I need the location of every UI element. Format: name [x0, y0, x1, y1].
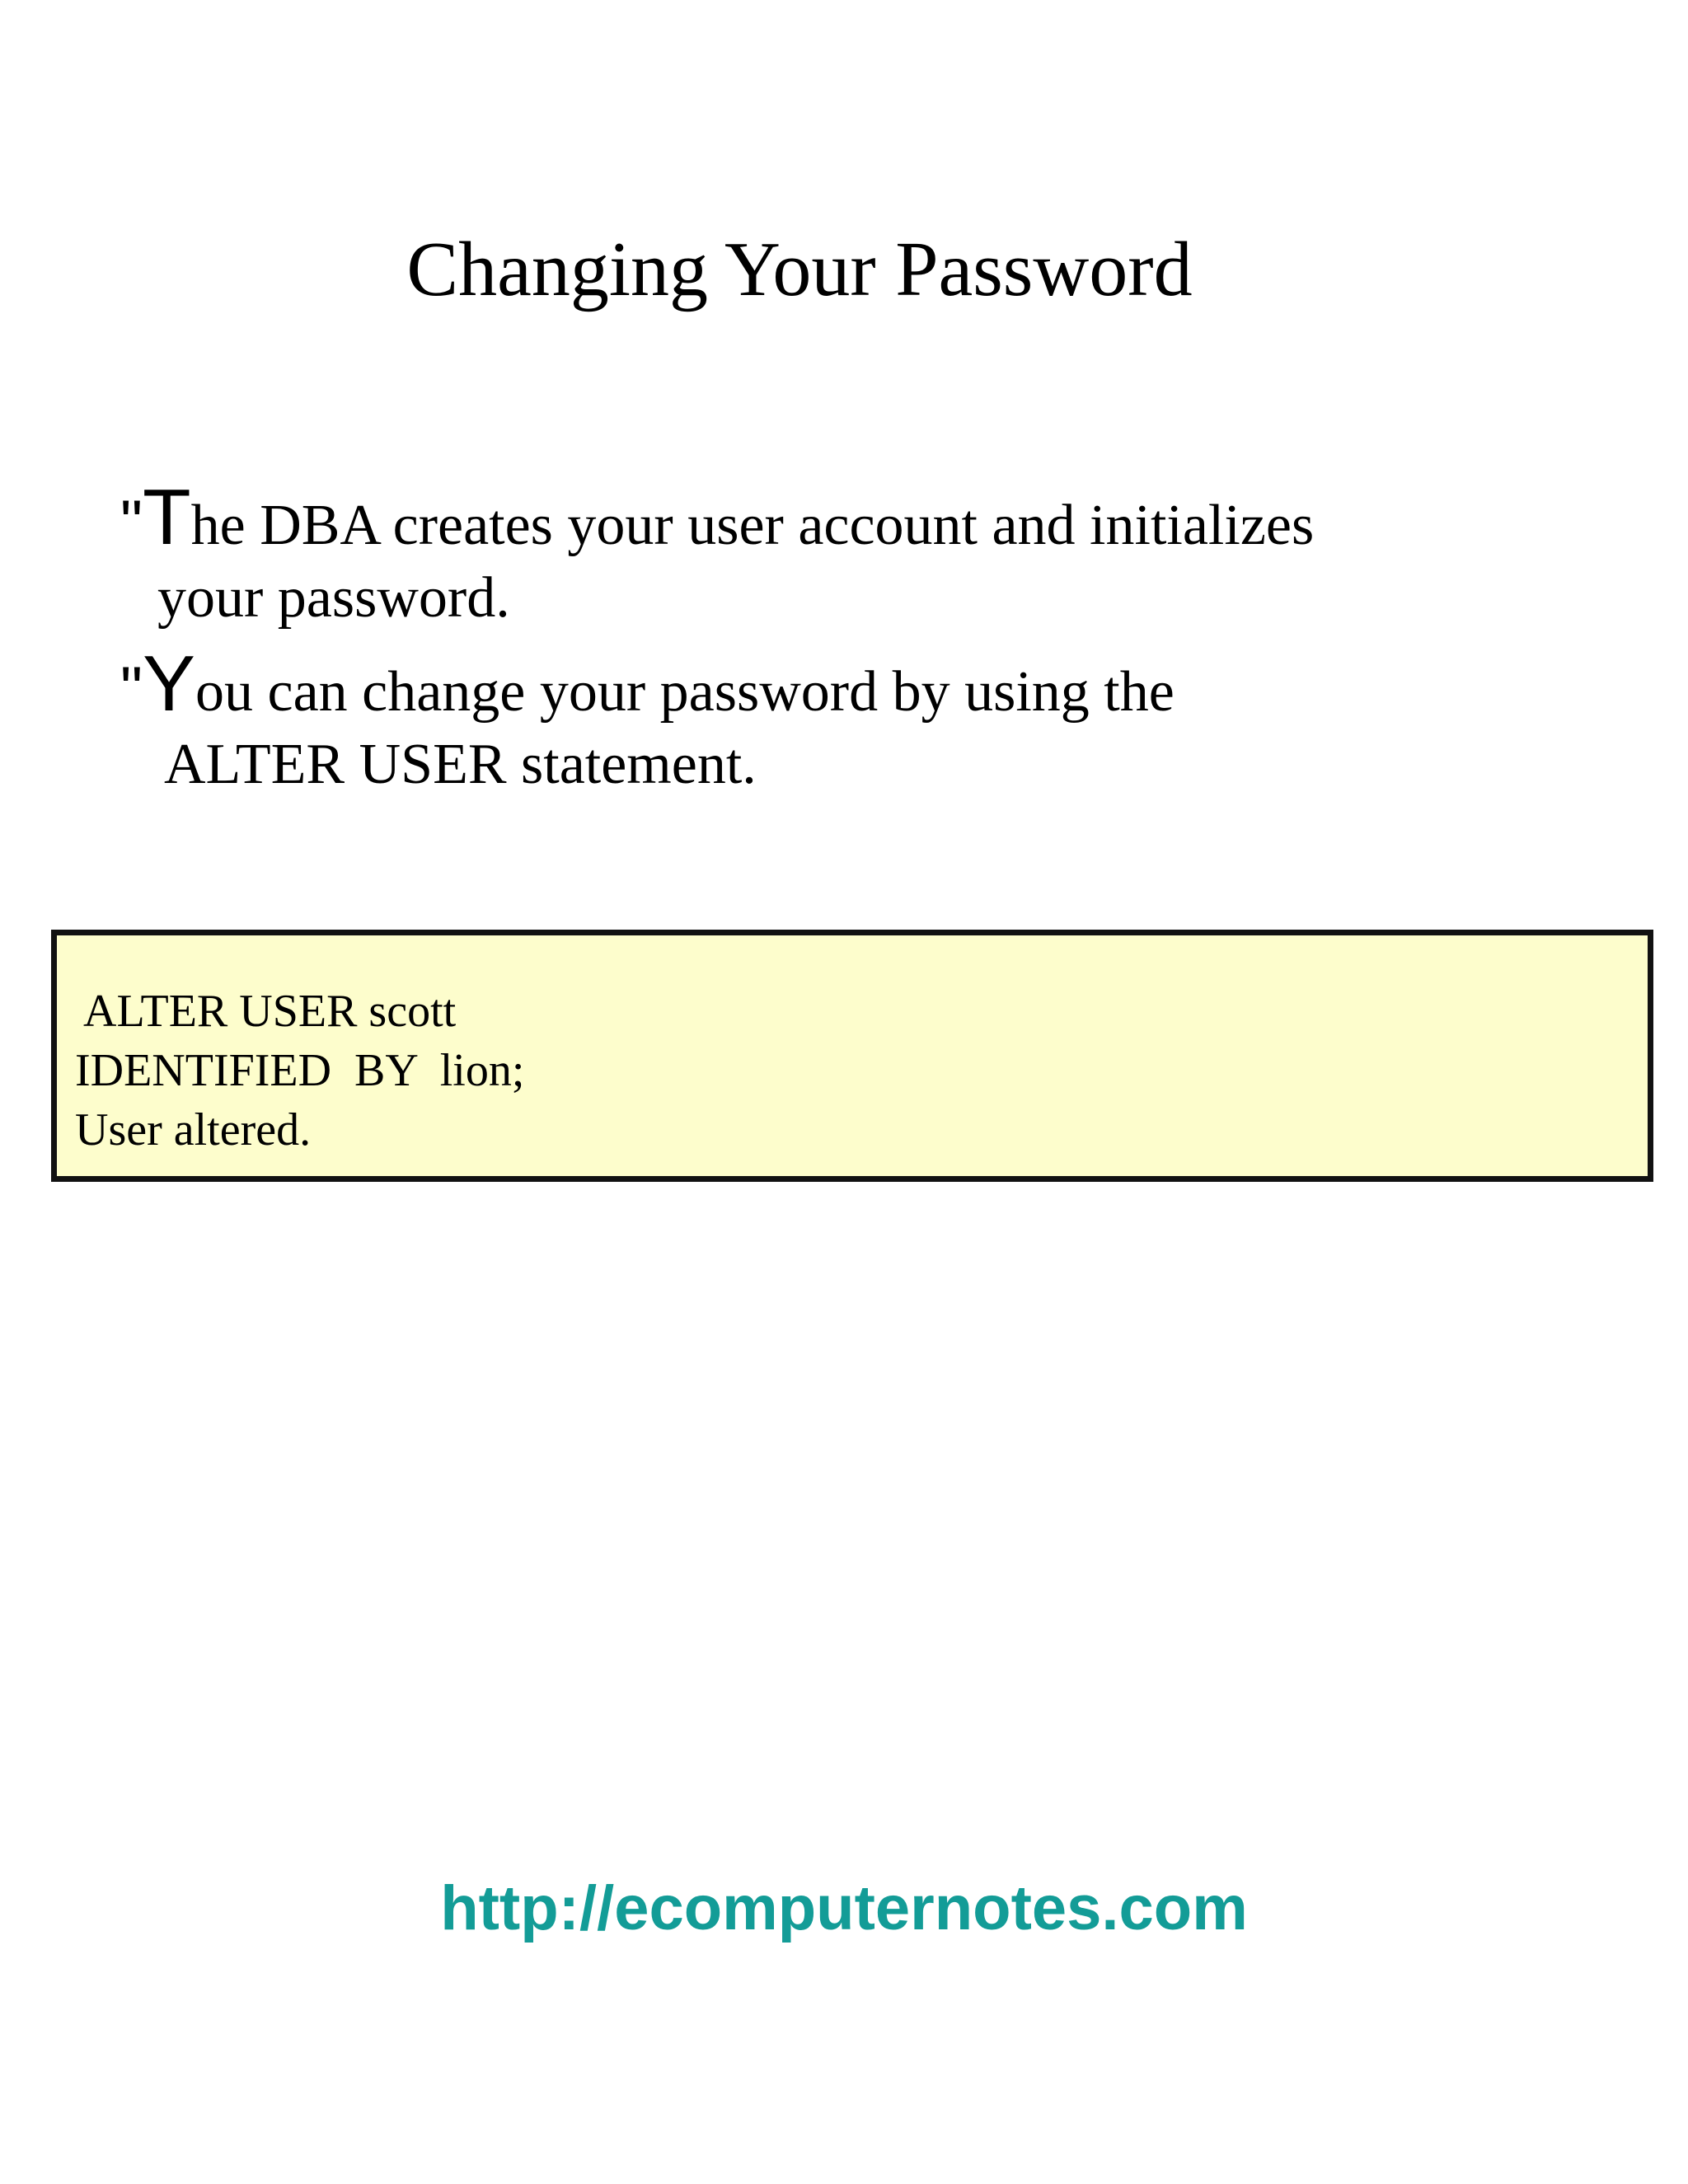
- bullet-marker: ": [120, 488, 143, 558]
- bullet-item: [120, 473, 1315, 635]
- bullet-first-letter: T: [142, 473, 191, 561]
- bullet-first-letter: Y: [142, 640, 196, 728]
- bullet-text-line1: he DBA creates your user account and initializes: [190, 494, 1315, 557]
- bullet-text-line2: your password.: [157, 566, 510, 630]
- bullet-marker: ": [120, 654, 143, 724]
- code-example-box: [51, 930, 1653, 1182]
- bullet-text-line1: ou can change your password by using the: [195, 660, 1175, 724]
- code-line: IDENTIFIED BY lion;: [75, 1045, 525, 1096]
- code-line: User altered.: [75, 1104, 312, 1155]
- footer-url-link[interactable]: http://ecomputernotes.com: [440, 1873, 1248, 1943]
- code-line: ALTER USER scott: [83, 986, 457, 1037]
- bullet-item: [120, 640, 1175, 801]
- slide-title: Changing Your Password: [406, 227, 1193, 312]
- bullet-text-line2: ALTER USER statement.: [164, 733, 757, 796]
